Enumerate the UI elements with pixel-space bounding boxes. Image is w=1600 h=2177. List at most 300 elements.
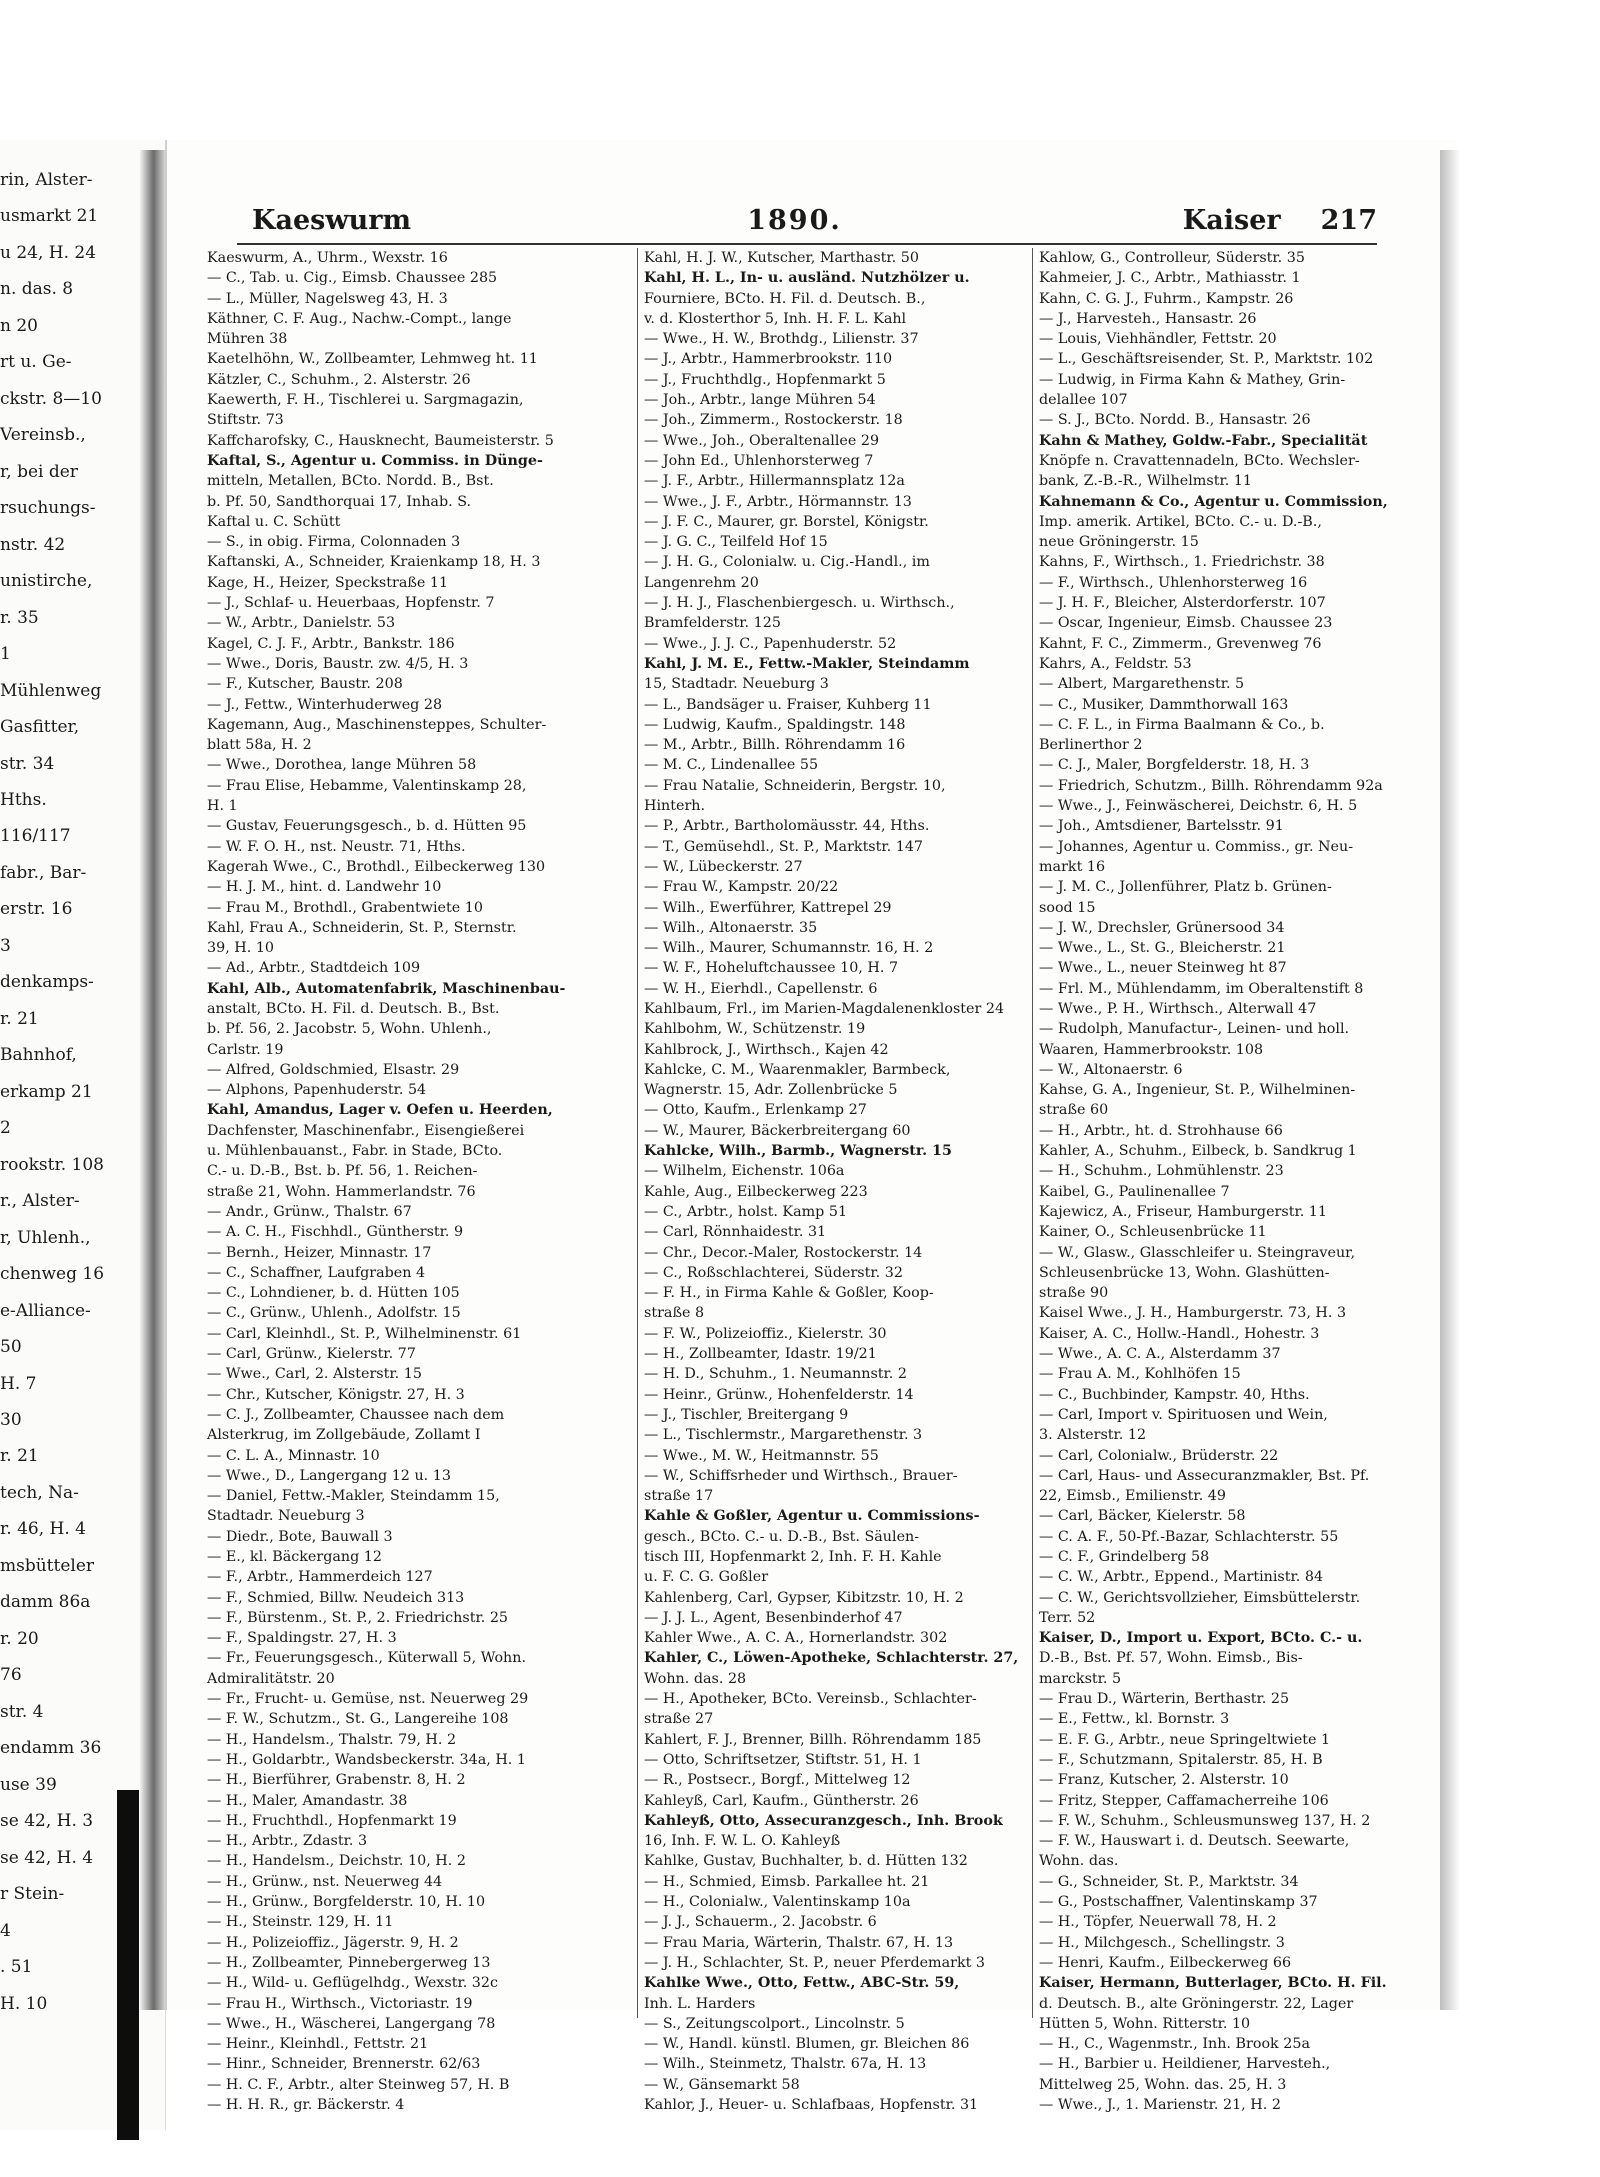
directory-entry: — F., Wirthsch., Uhlenhorsterweg 16 [1039,574,1308,591]
page-number: 217 [1320,205,1377,236]
directory-entry: marckstr. 5 [1039,1670,1122,1687]
directory-entry: — H., Arbtr., Zdastr. 3 [207,1833,368,1850]
directory-entry: — S., Zeitungscolport., Lincolnstr. 5 [644,2015,905,2032]
directory-entry: Kahlcke, Wilh., Barmb., Wagnerstr. 15 [644,1143,952,1160]
directory-entry: — J., Arbtr., Hammerbrookstr. 110 [644,351,893,368]
directory-entry: — Alfred, Goldschmied, Elsastr. 29 [207,1061,460,1078]
directory-entry: — T., Gemüsehdl., St. P., Marktstr. 147 [644,838,924,855]
directory-entry: — H., Grünw., Borgfelderstr. 10, H. 10 [207,1894,486,1911]
header-last-entry [1183,205,1377,236]
directory-entry: — C., Musiker, Dammthorwall 163 [1039,696,1289,713]
directory-entry: Kahl, H. J. W., Kutscher, Marthastr. 50 [644,250,919,266]
directory-entry: — F. W., Schuhm., Schleusmunsweg 137, H. 2 [1039,1812,1371,1829]
directory-entry: — Wwe., M. W., Heitmannstr. 55 [644,1447,879,1464]
directory-entry: Stadtadr. Neueburg 3 [207,1508,365,1525]
left-page-text: 3 [0,935,11,956]
directory-entry: — C. J., Maler, Borgfelderstr. 18, H. 3 [1039,757,1310,774]
directory-entry: — Franz, Kutscher, 2. Alsterstr. 10 [1039,1772,1289,1789]
directory-entry: — Carl, Haus- und Assecuranzmakler, Bst. Pf. [1039,1467,1370,1484]
directory-entry: — C., Arbtr., holst. Kamp 51 [644,1203,848,1220]
directory-entry: d. Deutsch. B., alte Gröningerstr. 22, Lager [1039,1995,1354,2012]
left-page-text: r. 21 [0,1008,39,1029]
directory-entry: Kahlcke, C. M., Waarenmakler, Barmbeck, [644,1061,951,1078]
left-page-text: r, bei der [0,461,78,482]
directory-entry: Kahler, A., Schuhm., Eilbeck, b. Sandkrug 1 [1039,1143,1357,1160]
directory-entry: u. Mühlenbauanst., Fabr. in Stade, BCto. [207,1143,503,1160]
directory-entry: Kahler Wwe., A. C. A., Hornerlandstr. 302 [644,1630,948,1647]
directory-entry: — Wwe., H., Wäscherei, Langergang 78 [207,2015,496,2032]
directory-entry: Inh. L. Harders [644,1995,756,2012]
directory-entry: — W. F. O. H., nst. Neustr. 71, Hths. [207,838,466,855]
directory-entry: — W. F., Hoheluftchaussee 10, H. 7 [644,960,899,977]
directory-entry: Wohn. das. [1039,1853,1119,1870]
directory-entry: Kahl, Amandus, Lager v. Oefen u. Heerden, [207,1102,553,1119]
left-page-text: e-Alliance- [0,1300,91,1321]
directory-entry: — F., Kutscher, Baustr. 208 [207,676,403,693]
directory-entry: — R., Postsecr., Borgf., Mittelweg 12 [644,1772,911,1789]
directory-entry: — C. J., Zollbeamter, Chaussee nach dem [207,1406,505,1423]
directory-entry: — G., Schneider, St. P., Marktstr. 34 [1039,1873,1299,1890]
directory-entry: Kagel, C. J. F., Arbtr., Bankstr. 186 [207,635,455,652]
directory-entry: Waaren, Hammerbrookstr. 108 [1039,1041,1264,1058]
directory-entry: Kajewicz, A., Friseur, Hamburgerstr. 11 [1039,1203,1327,1220]
directory-entry: Kagerah Wwe., C., Brothdl., Eilbeckerweg 130 [207,858,546,875]
directory-entry: — Heinr., Kleinhdl., Fettstr. 21 [207,2036,429,2053]
directory-entry: — Frau W., Kampstr. 20/22 [644,879,839,896]
left-page-text: 50 [0,1337,22,1358]
directory-entry: — H., Schuhm., Lohmühlenstr. 23 [1039,1163,1284,1180]
directory-entry: — F. W., Hauswart i. d. Deutsch. Seewarte, [1039,1833,1350,1850]
directory-entry: Kahnt, F. C., Zimmerm., Grevenweg 76 [1039,635,1322,652]
directory-entry: Fourniere, BCto. H. Fil. d. Deutsch. B., [644,290,926,307]
directory-entry: b. Pf. 56, 2. Jacobstr. 5, Wohn. Uhlenh., [207,1021,492,1038]
directory-entry: — W. H., Eierhdl., Capellenstr. 6 [644,980,878,997]
directory-entry: — H., Milchgesch., Schellingstr. 3 [1039,1934,1285,1951]
directory-entry: Kahleyß, Otto, Assecuranzgesch., Inh. Brook [644,1812,1003,1829]
directory-entry: — J. J., Schauerm., 2. Jacobstr. 6 [644,1914,877,1931]
directory-entry: — Frau Maria, Wärterin, Thalstr. 67, H. 13 [644,1934,954,1951]
directory-entry: — H. D., Schuhm., 1. Neumannstr. 2 [644,1366,907,1383]
left-page-text: Vereinsb., [0,425,86,446]
directory-entry: — H., Schmied, Eimsb. Parkallee ht. 21 [644,1873,930,1890]
directory-entry: — Fr., Feuerungsgesch., Küterwall 5, Wohn. [207,1650,527,1667]
directory-entry: tisch III, Hopfenmarkt 2, Inh. F. H. Kahle [644,1549,942,1565]
directory-entry: — Wwe., D., Langergang 12 u. 13 [207,1467,451,1484]
directory-entry: — J. J. L., Agent, Besenbinderhof 47 [644,1609,903,1626]
directory-entry: — Chr., Decor.-Maler, Rostockerstr. 14 [644,1244,923,1261]
directory-entry: — Diedr., Bote, Bauwall 3 [207,1528,393,1545]
directory-entry: — P., Arbtr., Bartholomäusstr. 44, Hths. [644,818,930,835]
directory-entry: mitteln, Metallen, BCto. Nordd. B., Bst. [207,473,494,490]
directory-entry: — H., Goldarbtr., Wandsbeckerstr. 34a, H. 1 [207,1751,526,1768]
directory-entry: b. Pf. 50, Sandthorquai 17, Inhab. S. [207,493,472,510]
left-page-text: Gasfitter, [0,717,80,738]
directory-entry: Schleusenbrücke 13, Wohn. Glashütten- [1039,1264,1330,1281]
directory-entry: — Wwe., L., neuer Steinweg ht 87 [1039,960,1287,977]
directory-entry: blatt 58a, H. 2 [207,737,312,754]
left-page-text: r., Alster- [0,1191,80,1212]
directory-entry: — J. H. G., Colonialw. u. Cig.-Handl., im [644,554,930,571]
directory-entry: Dachfenster, Maschinenfabr., Eisengießerei [207,1122,525,1139]
directory-entry: — M. C., Lindenallee 55 [644,757,819,774]
directory-entry: Knöpfe n. Cravattennadeln, BCto. Wechsler- [1039,452,1360,469]
directory-entry: bank, Z.-B.-R., Wilhelmstr. 11 [1039,473,1252,490]
directory-entry: Kaiser, Hermann, Butterlager, BCto. H. Fil. [1039,1975,1387,1992]
directory-entry: 3. Alsterstr. 12 [1039,1427,1147,1444]
directory-entry: — Carl, Kleinhdl., St. P., Wilhelminenstr. 61 [207,1325,522,1342]
directory-entry: Kahmeier, J. C., Arbtr., Mathiasstr. 1 [1039,270,1301,287]
directory-entry: Mittelweg 25, Wohn. das. 25, H. 3 [1039,2076,1287,2093]
directory-entry: — H., Zollbeamter, Idastr. 19/21 [644,1346,877,1363]
directory-entry: Imp. amerik. Artikel, BCto. C.- u. D.-B., [1039,513,1322,530]
directory-entry: — C. F., Grindelberg 58 [1039,1549,1210,1565]
directory-entry: — S., in obig. Firma, Colonnaden 3 [207,534,461,551]
directory-entry: — Louis, Viehhändler, Fettstr. 20 [1039,331,1277,348]
left-page-text: str. 4 [0,1701,44,1722]
column-3 [1032,248,1389,2114]
directory-entry: Kaftal, S., Agentur u. Commiss. in Dünge- [207,452,543,469]
directory-entry: — J. H. J., Flaschenbiergesch. u. Wirthsch., [644,595,955,612]
directory-entry: — J. W., Drechsler, Grünersood 34 [1039,919,1285,936]
directory-entry: — Henri, Kaufm., Eilbeckerweg 66 [1039,1954,1292,1971]
left-page-text: 4 [0,1920,11,1941]
directory-entry: — H. J. M., hint. d. Landwehr 10 [207,879,442,896]
directory-entry: Kaiser, D., Import u. Export, BCto. C.- u. [1039,1630,1363,1647]
directory-entry: — Fr., Frucht- u. Gemüse, nst. Neuerweg 29 [207,1691,529,1708]
directory-entry: Carlstr. 19 [207,1041,284,1058]
left-page-text: tech, Na- [0,1482,79,1503]
directory-entry: — C., Schaffner, Laufgraben 4 [207,1264,426,1281]
directory-entry: — L., Müller, Nagelsweg 43, H. 3 [207,290,448,307]
directory-entry: Kaibel, G., Paulinenallee 7 [1039,1183,1230,1200]
directory-entry: Kaeswurm, A., Uhrm., Wexstr. 16 [207,250,448,266]
directory-entry: — J., Harvestеh., Hansastr. 26 [1039,310,1257,327]
directory-entry: — Carl, Rönnhaidestr. 31 [644,1224,827,1241]
directory-entry: — J., Tischler, Breitergang 9 [644,1406,849,1423]
directory-entry: Kahlenberg, Carl, Gypser, Kibitzstr. 10, H. 2 [644,1589,964,1606]
left-page-text: str. 34 [0,753,55,774]
directory-entry: — John Ed., Uhlenhorsterweg 7 [644,452,874,469]
directory-entry: 16, Inh. F. W. L. O. Kahleyß [644,1833,841,1850]
directory-entry: — J. M. C., Jollenführer, Platz b. Grünen- [1039,879,1332,896]
directory-entry: — H., Töpfer, Neuerwall 78, H. 2 [1039,1914,1277,1931]
directory-entry: C.- u. D.-B., Bst. b. Pf. 56, 1. Reichen- [207,1163,478,1180]
directory-entry: — Wilh., Ewerführer, Kattrepel 29 [644,899,892,916]
left-page-text: Bahnhof, [0,1045,77,1066]
directory-entry: — Friedrich, Schutzm., Billh. Röhrendamm 92a [1039,777,1383,794]
directory-entry: straße 27 [644,1711,714,1728]
page-edge-shadow [1440,150,1460,2010]
directory-entry: — Ludwig, Kaufm., Spaldingstr. 148 [644,716,906,733]
left-page-text: unistirche, [0,571,93,592]
directory-entry: Kahl, H. L., In- u. ausländ. Nutzhölzer u. [644,270,970,287]
directory-entry: Kahlert, F. J., Brenner, Billh. Röhrendamm 185 [644,1731,982,1748]
directory-entry: — J. F., Arbtr., Hillermannsplatz 12a [644,473,905,490]
left-page-text: Mühlenweg [0,680,102,701]
directory-entry: — Wwe., Joh., Oberaltenallee 29 [644,432,880,449]
directory-entry: — F. H., in Firma Kahle & Goßler, Koop- [644,1285,934,1302]
column-1 [207,248,592,2115]
directory-entry: markt 16 [1039,858,1106,875]
directory-entry: — C., Lohndiener, b. d. Hütten 105 [207,1285,460,1302]
directory-entry: H. 1 [207,798,238,815]
directory-entry: — H. C. F., Arbtr., alter Steinweg 57, H. B [207,2076,510,2093]
left-page-text: H. 7 [0,1373,37,1394]
left-page-text: msbütteler [0,1555,95,1576]
directory-entry: sood 15 [1039,899,1096,916]
directory-entry: — J., Fettw., Winterhuderweg 28 [207,696,443,713]
directory-entry: — Wwe., P. H., Wirthsch., Alterwall 47 [1039,1000,1317,1017]
directory-entry: — H., Apotheker, BCto. Vereinsb., Schlachter- [644,1691,977,1708]
directory-entry: — F., Spaldingstr. 27, H. 3 [207,1630,397,1647]
directory-entry: — J. G. C., Teilfeld Hof 15 [644,534,828,551]
directory-entry: Stiftstr. 73 [207,412,284,429]
header-year: 1890. [747,205,842,236]
directory-entry: — Carl, Grünw., Kielerstr. 77 [207,1346,416,1363]
directory-entry: — J., Schlaf- u. Heuerbaas, Hopfenstr. 7 [207,595,495,612]
directory-entry: — Wwe., J. J. C., Papenhuderstr. 52 [644,635,897,652]
directory-entry: — C., Grünw., Uhlenh., Adolfstr. 15 [207,1305,461,1322]
directory-entry: Kaftanski, A., Schneider, Kraienkamp 18, H. 3 [207,554,541,571]
directory-entry: — Wwe., J. F., Arbtr., Hörmannstr. 13 [644,493,912,510]
directory-entry: Kahn, C. G. J., Fuhrm., Kampstr. 26 [1039,290,1294,307]
directory-entry: Kahlke Wwe., Otto, Fettw., ABC-Str. 59, [644,1975,960,1992]
left-page-text: 76 [0,1665,22,1686]
left-page-text: n. das. 8 [0,279,74,300]
left-page-text: ckstr. 8—10 [0,388,102,409]
directory-entry: — Wilh., Steinmetz, Thalstr. 67a, H. 13 [644,2056,927,2073]
directory-entry: — W., Handl. künstl. Blumen, gr. Bleichen 86 [644,2036,970,2053]
directory-entry: — Hinr., Schneider, Brennerstr. 62/63 [207,2056,481,2073]
directory-entry: — Oscar, Ingenieur, Eimsb. Chaussee 23 [1039,615,1333,632]
directory-entry: straße 90 [1039,1285,1109,1302]
column-2 [637,248,1019,2114]
directory-entry: — Wwe., H. W., Brothdg., Lilienstr. 37 [644,331,919,348]
header-first-entry: Kaeswurm [252,205,412,236]
directory-entry: — L., Geschäftsreisender, St. P., Marktstr. 102 [1039,351,1374,368]
directory-entry: Kahleyß, Carl, Kaufm., Güntherstr. 26 [644,1792,919,1809]
directory-entry: Kainer, O., Schleusenbrücke 11 [1039,1224,1267,1241]
directory-entry: Kahnemann & Co., Agentur u. Commission, [1039,493,1388,510]
directory-entry: — C. A. F., 50-Pf.-Bazar, Schlachterstr. 55 [1039,1528,1339,1545]
directory-entry: — Frau M., Brothdl., Grabentwiete 10 [207,899,483,916]
directory-entry: — Bernh., Heizer, Minnastr. 17 [207,1244,432,1261]
directory-entry: — Ludwig, in Firma Kahn & Mathey, Grin- [1039,371,1346,388]
left-page-text: Hths. [0,790,47,810]
directory-entry: — J. H., Schlachter, St. P., neuer Pferdemarkt 3 [644,1954,986,1971]
directory-entry: straße 8 [644,1305,705,1322]
directory-entry: — Wilh., Maurer, Schumannstr. 16, H. 2 [644,940,934,957]
directory-entry: Kage, H., Heizer, Speckstraße 11 [207,574,449,591]
directory-entry: — E., kl. Bäckergang 12 [207,1549,383,1565]
directory-entry: — W., Maurer, Bäckerbreitergang 60 [644,1122,911,1139]
directory-entry: Kaftal u. C. Schütt [207,513,341,530]
directory-entry: — Wwe., Doris, Baustr. zw. 4/5, H. 3 [207,655,469,672]
directory-entry: Berlinerthor 2 [1039,737,1143,754]
left-page-text: H. 10 [0,1993,48,2014]
left-page-text: 116/117 [0,826,71,847]
left-page-text: denkamps- [0,972,94,993]
directory-entry: Kahse, G. A., Ingenieur, St. P., Wilhelminen- [1039,1082,1356,1099]
directory-entry: — Wwe., Carl, 2. Alsterstr. 15 [207,1366,422,1383]
directory-entry: Kahle, Aug., Eilbeckerweg 223 [644,1183,868,1200]
directory-entry: Kahl, Frau A., Schneiderin, St. P., Sternstr. [207,919,517,936]
directory-entry: Kagemann, Aug., Maschinensteppes, Schulter- [207,716,547,733]
directory-entry: — W., Lübeckerstr. 27 [644,858,803,875]
left-page-text: endamm 36 [0,1738,102,1759]
left-page-text: r. 21 [0,1446,39,1467]
directory-entry: D.-B., Bst. Pf. 57, Wohn. Eimsb., Bis- [1039,1650,1303,1667]
directory-entry: — Wilhelm, Eichenstr. 106a [644,1163,845,1180]
directory-page [165,140,1457,2114]
directory-entry: Kahlor, J., Heuer- u. Schlafbaas, Hopfenstr. 31 [644,2097,979,2114]
directory-entry: Wohn. das. 28 [644,1670,747,1687]
directory-entry: 22, Eimsb., Emilienstr. 49 [1039,1488,1226,1505]
directory-entry: — C. W., Arbtr., Eppend., Martinistr. 84 [1039,1569,1324,1586]
directory-entry: — C. F. L., in Firma Baalmann & Co., b. [1039,716,1325,733]
directory-entry: — H., C., Wagenmstr., Inh. Brook 25a [1039,2036,1310,2053]
left-page-text: n 20 [0,315,38,336]
directory-entry: — W., Arbtr., Danielstr. 53 [207,615,396,632]
directory-entry: — C. W., Gerichtsvollzieher, Eimsbüttelerstr. [1039,1589,1361,1606]
directory-entry: — H. H. R., gr. Bäckerstr. 4 [207,2097,405,2114]
directory-entry: Langenrehm 20 [644,574,759,591]
left-page-text: chenweg 16 [0,1264,105,1285]
left-page-text: use 39 [0,1774,57,1795]
directory-entry: — W., Glasw., Glasschleifer u. Steingraveur, [1039,1244,1355,1261]
directory-entry: Kätzler, C., Schuhm., 2. Alsterstr. 26 [207,371,471,388]
directory-entry: — F., Schutzmann, Spitalerstr. 85, H. B [1039,1751,1323,1768]
directory-entry: — Joh., Amtsdiener, Bartelsstr. 91 [1039,818,1284,835]
directory-entry: Kaisel Wwe., J. H., Hamburgerstr. 73, H. 3 [1039,1305,1347,1322]
directory-entry: — Wwe., L., St. G., Bleicherstr. 21 [1039,940,1286,957]
directory-entry: neue Gröningerstr. 15 [1039,534,1199,551]
directory-entry: — Otto, Kaufm., Erlenkamp 27 [644,1102,867,1119]
header-last-name: Kaiser [1182,205,1281,236]
header-rule [237,243,1377,245]
directory-entry: — Alphons, Papenhuderstr. 54 [207,1082,427,1099]
directory-entry: — Carl, Import v. Spirituosen und Wein, [1039,1406,1328,1423]
directory-entry: — H., Fruchthdl., Hopfenmarkt 19 [207,1812,457,1829]
directory-entry: — Andr., Grünw., Thalstr. 67 [207,1203,412,1220]
directory-entry: Kaffcharofsky, C., Hausknecht, Baumeisterstr. 5 [207,432,554,449]
directory-entry: — M., Arbtr., Billh. Röhrendamm 16 [644,737,906,754]
directory-entry: — L., Bandsäger u. Fraiser, Kuhberg 11 [644,696,932,713]
directory-entry: — J. H. F., Bleicher, Alsterdorferstr. 107 [1039,595,1326,612]
directory-entry: — Wwe., A. C. A., Alsterdamm 37 [1039,1346,1281,1363]
left-page-text: damm 86a [0,1592,91,1613]
directory-entry: anstalt, BCto. H. Fil. d. Deutsch. B., Bst. [207,1000,500,1017]
left-page-text: 2 [0,1118,11,1139]
directory-entry: Kahlbrock, J., Wirthsch., Kajen 42 [644,1041,889,1058]
directory-entry: — Wwe., Dorothea, lange Mühren 58 [207,757,477,774]
directory-entry: Kahler, C., Löwen-Apotheke, Schlachterstr. 27, [644,1650,1019,1667]
directory-entry: — F. W., Polizeioffiz., Kielerstr. 30 [644,1325,887,1342]
directory-entry: — Rudolph, Manufactur-, Leinen- und holl. [1039,1021,1350,1038]
directory-entry: Wagnerstr. 15, Adr. Zollenbrücke 5 [644,1082,898,1099]
left-page-text: r. 35 [0,607,39,628]
directory-entry: Kahlke, Gustav, Buchhalter, b. d. Hütten 132 [644,1853,968,1870]
directory-entry: — Carl, Colonialw., Brüderstr. 22 [1039,1447,1279,1464]
directory-entry: Kahrs, A., Feldstr. 53 [1039,655,1192,672]
directory-entry: Hütten 5, Wohn. Ritterstr. 10 [1039,2015,1251,2032]
directory-entry: — H., Polizeioffiz., Jägerstr. 9, H. 2 [207,1934,459,1951]
directory-entry: — Carl, Bäcker, Kielerstr. 58 [1039,1508,1246,1525]
directory-entry: — C., Roßschlachterei, Süderstr. 32 [644,1264,903,1281]
directory-entry: — Frau A. M., Kohlhöfen 15 [1039,1366,1241,1383]
directory-entry: — H., Steinstr. 129, H. 11 [207,1914,394,1931]
directory-entry: straße 17 [644,1488,714,1505]
directory-entry: Hinterh. [644,798,706,815]
directory-entry: u. F. C. G. Goßler [644,1569,769,1586]
left-page-text: fabr., Bar- [0,862,87,883]
directory-entry: Kahn & Mathey, Goldw.-Fabr., Specialität [1039,432,1368,449]
directory-entry: — W., Altonaerstr. 6 [1039,1061,1183,1078]
directory-entry: — G., Postschaffner, Valentinskamp 37 [1039,1894,1318,1911]
left-page-text: r. 46, H. 4 [0,1519,86,1540]
directory-entry: Mühren 38 [207,331,288,348]
directory-entry: Terr. 52 [1039,1609,1096,1626]
directory-entry: — Daniel, Fettw.-Makler, Steindamm 15, [207,1488,500,1505]
directory-entry: Kahlbaum, Frl., im Marien-Magdalenenkloster 24 [644,1000,1005,1017]
directory-entry: — F., Arbtr., Hammerdeich 127 [207,1569,433,1586]
directory-entry: — H., Colonialw., Valentinskamp 10a [644,1894,911,1911]
directory-entry: — Johannes, Agentur u. Commiss., gr. Neu- [1039,838,1354,855]
directory-entry: 15, Stadtadr. Neueburg 3 [644,676,829,693]
directory-entry: — Fritz, Stepper, Caffamacherreihe 106 [1039,1792,1329,1809]
left-page-text: usmarkt 21 [0,206,99,227]
directory-entry: — A. C. H., Fischhdl., Güntherstr. 9 [207,1224,464,1241]
directory-entry: Bramfelderstr. 125 [644,615,781,632]
left-page-text: r. 20 [0,1628,39,1649]
directory-entry: Kahlbohm, W., Schützenstr. 19 [644,1021,866,1038]
directory-entry: Kahns, F., Wirthsch., 1. Friedrichstr. 38 [1039,554,1325,571]
directory-entry: — E. F. G., Arbtr., neue Springeltwiete 1 [1039,1731,1331,1748]
left-page-text: . 51 [0,1957,33,1978]
left-page-text: 30 [0,1410,22,1430]
directory-entry: — Joh., Zimmerm., Rostockerstr. 18 [644,412,903,429]
directory-entry: delallee 107 [1039,392,1128,409]
directory-entry: — Frau D., Wärterin, Berthastr. 25 [1039,1691,1290,1708]
directory-entry: — E., Fettw., kl. Bornstr. 3 [1039,1711,1230,1728]
directory-entry: — F., Schmied, Billw. Neudeich 313 [207,1589,465,1606]
directory-entry: — Wwe., J., Feinwäscherei, Deichstr. 6, H. 5 [1039,798,1358,815]
directory-entry: — Otto, Schriftsetzer, Stiftstr. 51, H. 1 [644,1751,922,1768]
directory-entry: — F. W., Schutzm., St. G., Langereihe 108 [207,1711,509,1728]
directory-entry: — Wilh., Altonaerstr. 35 [644,919,818,936]
directory-entry: v. d. Klosterthor 5, Inh. H. F. L. Kahl [644,310,907,327]
directory-entry: — J., Fruchthdlg., Hopfenmarkt 5 [644,371,886,388]
directory-entry: — Albert, Margarethenstr. 5 [1039,676,1245,693]
left-page-text: nstr. 42 [0,534,66,555]
directory-entry: — Frau Natalie, Schneiderin, Bergstr. 10, [644,777,946,794]
page-header [212,205,1377,241]
left-page-text: r, Uhlenh., [0,1227,91,1248]
directory-entry: — C., Tab. u. Cig., Eimsb. Chaussee 285 [207,270,498,287]
directory-entry: Kahl, J. M. E., Fettw.-Makler, Steindamm [644,655,970,672]
directory-entry: — W., Schiffsrheder und Wirthsch., Brauer- [644,1467,958,1484]
directory-entry: — H., Bierführer, Grabenstr. 8, H. 2 [207,1772,466,1789]
left-page-text: 1 [0,644,11,665]
directory-entry: Kaiser, A. C., Hollw.-Handl., Hohestr. 3 [1039,1325,1320,1342]
directory-entry: Kahle & Goßler, Agentur u. Commissions- [644,1508,980,1525]
left-page-text: u 24, H. 24 [0,242,97,263]
binding-strip [117,1790,139,2140]
directory-entry: — Frl. M., Mühlendamm, im Oberaltenstift 8 [1039,980,1364,997]
directory-entry: — Gustav, Feuerungsgesch., b. d. Hütten 95 [207,818,527,835]
directory-entry: — Ad., Arbtr., Stadtdeich 109 [207,960,421,977]
directory-entry: — C., Buchbinder, Kampstr. 40, Hths. [1039,1386,1310,1403]
